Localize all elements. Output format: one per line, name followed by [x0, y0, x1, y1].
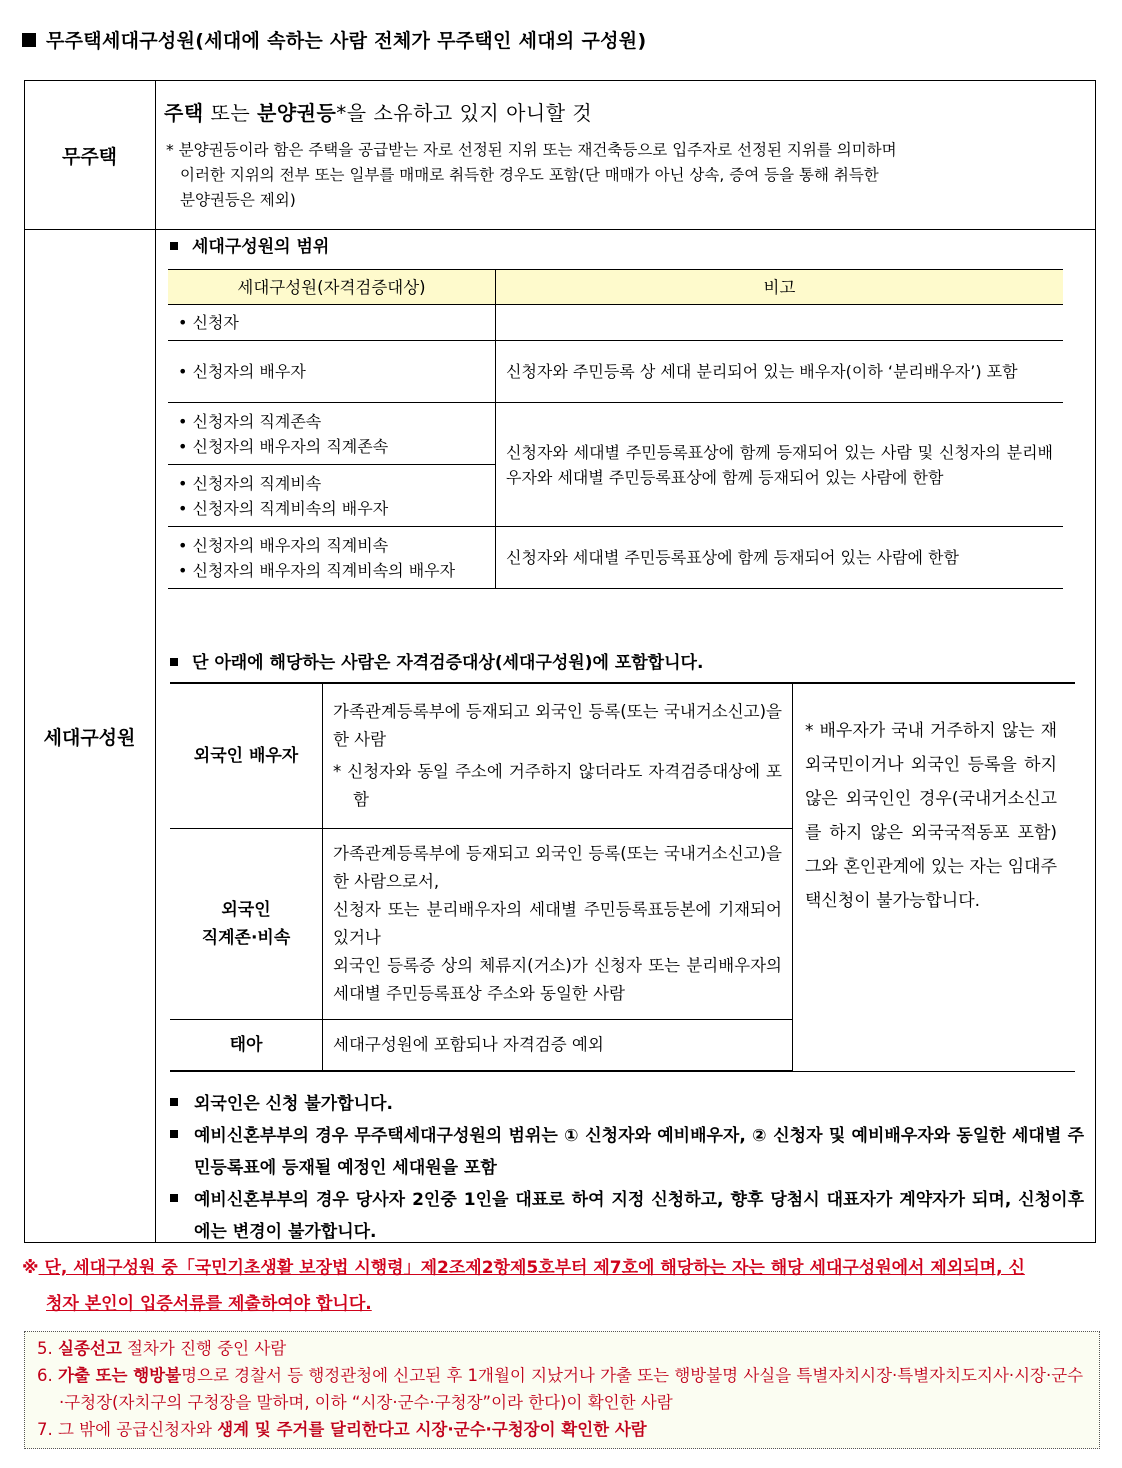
bullet-item: 외국인은 신청 불가합니다.	[170, 1088, 1084, 1120]
bullet-item: 예비신혼부부의 경우 당사자 2인중 1인을 대표로 하여 지정 신청하고, 향후 당첨시 대표자가 계약자가 되며, 신청이후에는 변경이 불가합니다.	[170, 1184, 1084, 1248]
row-spouse: • 신청자의 배우자	[168, 341, 496, 403]
bullet-list	[170, 1088, 1084, 1248]
case-item-7: 7. 그 밖에 공급신청자와 생계 및 주거를 달리한다고 시장·군수·구청장이 확인한 사람	[37, 1420, 647, 1439]
case-item-6: 6. 가출 또는 행방불명으로 경찰서 등 행정관청에 신고된 후 1개월이 지났거나 가출 또는 행방불명 사실을 특별자치시장·특별자치도지사·시장·군수·구청장(자치구의 구청장을 말하며, 이하 “시장·군수·구청장”이라 한다)이 확인한 사람	[37, 1366, 1084, 1412]
excluded-cases-box	[24, 1331, 1100, 1449]
foreign-lineal-desc: 가족관계등록부에 등재되고 외국인 등록(또는 국내거소신고)을 한 사람으로서, 신청자 또는 분리배우자의 세대별 주민등록표등본에 기재되어 있거나 외국인 등록증 상의 체류지(거소)가 신청자 또는 분리배우자의 세대별 주민등록표상 주소와 동일한 사람	[323, 828, 793, 1019]
scope-heading: 세대구성원의 범위	[170, 232, 329, 257]
row-lineal-remark: 신청자와 세대별 주민등록표상에 함께 등재되어 있는 사람 및 신청자의 분리배우자와 세대별 주민등록표상에 함께 등재되어 있는 사람에 한함	[496, 403, 1064, 527]
page-title: 무주택세대구성원(세대에 속하는 사람 전체가 무주택인 세대의 구성원)	[22, 26, 646, 53]
included-members-table	[170, 682, 1075, 1072]
column-divider	[155, 80, 156, 1243]
foreign-lineal-label: 외국인 직계존·비속	[170, 828, 323, 1019]
square-bullet-icon	[22, 33, 36, 47]
label-no-house: 무주택	[61, 146, 118, 168]
row-spouse-descendants-remark: 신청자와 세대별 주민등록표상에 함께 등재되어 있는 사람에 한함	[496, 527, 1064, 589]
square-bullet-icon	[170, 1130, 178, 1138]
foreign-spouse-desc: 가족관계등록부에 등재되고 외국인 등록(또는 국내거소신고)을 한 사람 * 신청자와 동일 주소에 거주하지 않더라도 자격검증대상에 포함	[323, 683, 793, 828]
exclusion-note: ※ 단, 세대구성원 중「국민기초생활 보장법 시행령」제2조제2항제5호부터 제7호에 해당하는 자는 해당 세대구성원에서 제외되며, 신 청자 본인이 입증서류를 제출하여야 합니다.	[22, 1258, 1025, 1314]
col-header-remark: 비고	[496, 270, 1064, 305]
side-note: * 배우자가 국내 거주하지 않는 재외국민이거나 외국인 등록을 하지 않은 외국인인 경우(국내거소신고를 하지 않은 외국국적동포 포함) 그와 혼인관계에 있는 자는 임대주택신청이 불가능합니다.	[793, 683, 1076, 1071]
foreign-spouse-label: 외국인 배우자	[170, 683, 323, 828]
row-descendants: • 신청자의 직계비속 • 신청자의 직계비속의 배우자	[168, 465, 496, 527]
no-house-condition: 주택 또는 분양권등*을 소유하고 있지 아니할 것	[164, 101, 593, 125]
row-divider	[24, 229, 1096, 230]
row-applicant: • 신청자	[168, 305, 496, 341]
presale-right-note: * 분양권등이라 함은 주택을 공급받는 자로 선정된 지위 또는 재건축등으로 입주자로 선정된 지위를 의미하며 이러한 지위의 전부 또는 일부를 매매로 취득한 경우도 포함(단 매매가 아닌 상속, 증여 등을 통해 취득한 분양권등은 제외)	[166, 141, 897, 209]
bullet-item: 예비신혼부부의 경우 무주택세대구성원의 범위는 ① 신청자와 예비배우자, ② 신청자 및 예비배우자와 동일한 세대별 주민등록표에 등재될 예정인 세대원을 포함	[170, 1120, 1084, 1184]
row-spouse-remark: 신청자와 주민등록 상 세대 분리되어 있는 배우자(이하 ‘분리배우자’) 포함	[496, 341, 1064, 403]
member-scope-table	[168, 269, 1063, 589]
square-bullet-icon	[170, 1098, 178, 1106]
label-household-member: 세대구성원	[43, 727, 136, 749]
case-item-5: 5. 실종선고 절차가 진행 중인 사람	[37, 1339, 287, 1358]
include-heading: 단 아래에 해당하는 사람은 자격검증대상(세대구성원)에 포함합니다.	[170, 648, 703, 673]
square-bullet-icon	[170, 242, 178, 250]
row-ascendants: • 신청자의 직계존속 • 신청자의 배우자의 직계존속	[168, 403, 496, 465]
col-header-member: 세대구성원(자격검증대상)	[168, 270, 496, 305]
row-spouse-descendants: • 신청자의 배우자의 직계비속 • 신청자의 배우자의 직계비속의 배우자	[168, 527, 496, 589]
fetus-desc: 세대구성원에 포함되나 자격검증 예외	[323, 1019, 793, 1071]
square-bullet-icon	[170, 1194, 178, 1202]
row-applicant-remark	[496, 305, 1064, 341]
fetus-label: 태아	[170, 1019, 323, 1071]
square-bullet-icon	[170, 658, 178, 666]
